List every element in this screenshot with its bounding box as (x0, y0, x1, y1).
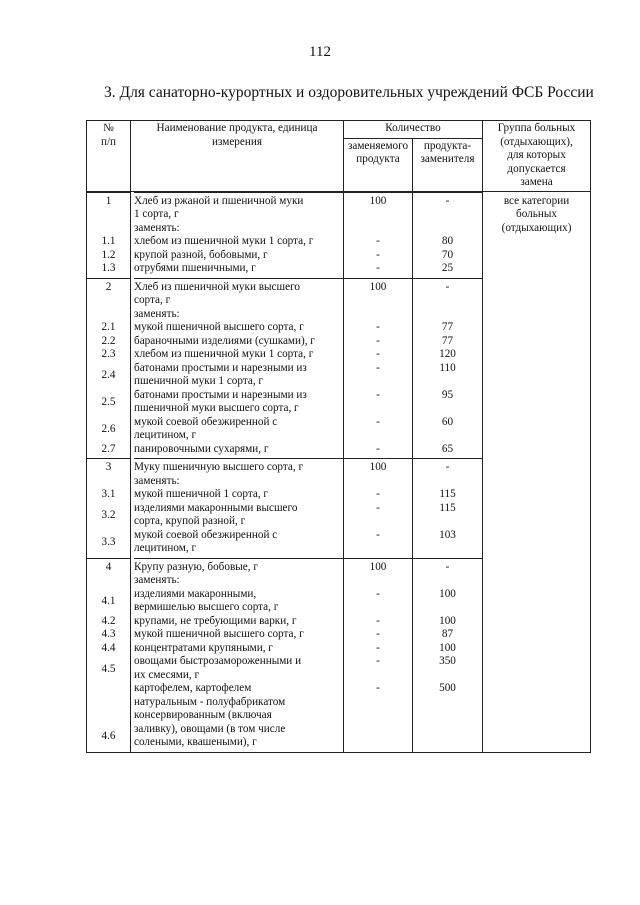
header-group-line: допускается (507, 162, 566, 175)
row-product-name (134, 529, 343, 556)
row-replaced-qty: - (376, 488, 380, 500)
row-number: 3.2 (101, 509, 116, 521)
row-product-name-line: заменять: (134, 307, 180, 320)
row-product-name-line: изделиями макаронными, (134, 587, 257, 600)
group-all-line: (отдыхающих) (501, 221, 572, 234)
row-number: 2.3 (101, 348, 116, 360)
row-product-name (134, 362, 343, 389)
row-product-name (134, 655, 343, 682)
row-substitute-qty: 100 (439, 587, 456, 600)
header-num (87, 121, 131, 192)
page-title: 3. Для санаторно-курортных и оздоровительных учреждений ФСБ России (104, 84, 594, 101)
header-replaced-line: продукта (356, 153, 400, 165)
group-num-block (87, 278, 130, 459)
row-replaced-qty: - (376, 262, 380, 274)
row-product-name-line: батонами простыми и нарезными из (134, 361, 307, 374)
row-number: 4.4 (101, 641, 116, 654)
row-product-name-line: Крупу разную, бобовые, г (134, 560, 258, 573)
group-name-block (134, 278, 343, 459)
row-number: 2.4 (101, 369, 116, 381)
row-substitute-qty: 77 (441, 321, 454, 333)
row-substitute-qty: - (445, 194, 450, 207)
row-substitute-qty: 65 (441, 442, 454, 455)
row-product-name-line: мукой соевой обезжиренной с (134, 415, 278, 428)
row-product-name-line: мукой пшеничной высшего сорта, г (134, 628, 304, 640)
row-replaced-qty: - (376, 587, 380, 600)
row-substitute-qty: 115 (439, 488, 456, 500)
row-product-name (134, 642, 343, 656)
group-substitute-block (413, 278, 482, 459)
group-all-line: больных (516, 208, 557, 220)
group-num-block (87, 558, 130, 752)
row-product-name-line: заменять: (134, 221, 180, 234)
row-number: 2 (105, 280, 112, 293)
row-product-name-line: солеными, квашеными), г (134, 736, 257, 748)
header-substitute-line: заменителя (420, 153, 475, 165)
group-replaced-block (344, 558, 412, 752)
row-product-name-line: крупами, не требующими варки, г (134, 614, 297, 627)
row-product-name (134, 281, 343, 322)
row-product-name-line: отрубями пшеничными, г (134, 262, 256, 274)
header-name-line: измерения (212, 135, 262, 148)
row-product-name-line: крупой разной, бобовыми, г (134, 248, 268, 261)
row-replaced-qty: - (376, 348, 380, 360)
replaced-column (344, 191, 413, 752)
header-name (131, 121, 344, 192)
row-product-name (134, 335, 343, 349)
group-num-block (87, 458, 130, 558)
header-num-line: № (103, 122, 114, 134)
row-number: 3.3 (101, 536, 116, 548)
row-replaced-qty: 100 (369, 194, 387, 207)
row-product-name-line: мукой пшеничной 1 сорта, г (134, 488, 269, 500)
header-group-line: замена (520, 176, 553, 188)
row-product-name (134, 249, 343, 263)
row-substitute-qty: 110 (439, 361, 456, 374)
name-column (131, 191, 344, 752)
row-substitute-qty: 115 (439, 501, 456, 514)
row-number: 1.2 (101, 248, 116, 261)
group-replaced-block (344, 192, 412, 278)
row-number: 4.1 (101, 595, 116, 607)
row-product-name (134, 235, 343, 249)
group-num-block (87, 192, 130, 278)
row-replaced-qty: - (376, 628, 380, 640)
row-replaced-qty: 100 (369, 280, 387, 293)
row-substitute-qty: 95 (441, 388, 454, 401)
row-product-name (134, 416, 343, 443)
row-product-name-line: натуральным - полуфабрикатом (134, 695, 286, 708)
row-replaced-qty: - (376, 528, 380, 541)
row-product-name-line: мукой пшеничной высшего сорта, г (134, 321, 304, 333)
table-header (87, 121, 591, 192)
row-replaced-qty: - (376, 361, 380, 374)
header-name-line: Наименование продукта, единица (156, 122, 318, 134)
row-product-name-line: бараночными изделиями (сушками), г (134, 334, 315, 347)
row-substitute-qty: 25 (441, 262, 454, 274)
row-substitute-qty: 100 (439, 614, 456, 627)
row-replaced-qty: 100 (369, 560, 387, 573)
row-product-name-line: овощами быстрозамороженными и (134, 655, 302, 667)
substitute-column (413, 191, 483, 752)
header-num-line: п/п (100, 135, 117, 148)
row-product-name-line: пшеничной муки 1 сорта, г (134, 375, 263, 387)
row-product-name-line: 1 сорта, г (134, 208, 179, 220)
row-replaced-qty: - (376, 248, 380, 261)
row-replaced-qty: - (376, 442, 380, 455)
row-product-name-line: изделиями макаронными высшего (134, 501, 298, 514)
header-substitute-line: продукта- (423, 139, 472, 152)
row-replaced-qty: - (376, 682, 380, 694)
row-number: 4.2 (101, 614, 116, 627)
row-product-name-line: пшеничной муки высшего сорта, г (134, 402, 299, 414)
row-substitute-qty: 77 (441, 334, 454, 347)
group-substitute-block (413, 558, 482, 752)
row-product-name (134, 628, 343, 642)
header-group (483, 121, 591, 192)
row-substitute-qty: - (445, 461, 450, 473)
row-product-name-line: заменять: (134, 474, 180, 487)
page-number: 112 (309, 44, 331, 60)
row-number: 2.5 (101, 396, 116, 408)
group-name-block (134, 192, 343, 278)
row-substitute-qty: 60 (441, 415, 454, 428)
table-body (87, 191, 591, 752)
group-name-block (134, 458, 343, 558)
row-number: 3.1 (101, 488, 116, 500)
row-substitute-qty: - (445, 280, 450, 293)
row-product-name-line: мукой соевой обезжиренной с (134, 528, 278, 541)
row-product-name (134, 321, 343, 335)
row-number: 4 (105, 560, 112, 573)
row-product-name-line: сорта, г (134, 294, 171, 306)
row-replaced-qty: - (376, 321, 380, 333)
row-number: 1 (105, 194, 112, 207)
row-product-name-line: лецитином, г (134, 429, 197, 441)
group-substitute-block (413, 458, 482, 558)
num-column (87, 191, 131, 752)
header-replaced-line: заменяемого (347, 139, 409, 152)
row-substitute-qty: 100 (439, 641, 456, 654)
row-product-name-line: концентратами крупяными, г (134, 641, 273, 654)
row-replaced-qty: - (376, 501, 380, 514)
row-product-name (134, 262, 343, 276)
row-substitute-qty: 87 (441, 628, 454, 640)
row-product-name-line: их смесями, г (134, 668, 200, 681)
row-number: 1.1 (101, 235, 116, 247)
row-product-name-line: хлебом из пшеничной муки 1 сорта, г (134, 235, 314, 247)
row-product-name-line: заливку), овощами (в том числе (134, 722, 286, 735)
header-substitute (413, 138, 483, 191)
row-number: 2.6 (101, 423, 116, 435)
header-group-line: Группа больных (497, 122, 576, 134)
group-replaced-block (344, 458, 412, 558)
group-replaced-block (344, 278, 412, 459)
header-replaced (344, 138, 413, 191)
row-substitute-qty: 80 (441, 235, 454, 247)
row-product-name (134, 615, 343, 629)
row-product-name (134, 443, 343, 457)
row-product-name-line: картофелем, картофелем (134, 682, 252, 694)
row-product-name (134, 195, 343, 236)
header-quantity-label: Количество (385, 122, 441, 134)
row-number: 4.5 (101, 662, 116, 675)
row-product-name (134, 682, 343, 750)
row-replaced-qty: - (376, 334, 380, 347)
row-number: 4.6 (101, 730, 116, 742)
row-product-name (134, 488, 343, 502)
row-replaced-qty: - (376, 655, 380, 667)
row-substitute-qty: 103 (439, 528, 456, 541)
header-group-line: (отдыхающих), (500, 135, 573, 148)
row-number: 2.7 (101, 442, 116, 455)
row-number: 1.3 (101, 262, 116, 274)
group-name-block (134, 558, 343, 752)
header-group-line: для которых (507, 149, 566, 161)
row-substitute-qty: 500 (439, 682, 456, 694)
row-product-name-line: Муку пшеничную высшего сорта, г (134, 461, 304, 473)
row-product-name (134, 561, 343, 588)
substitution-table (86, 120, 591, 753)
row-product-name (134, 588, 343, 615)
row-product-name-line: заменять: (134, 574, 180, 586)
group-column (483, 191, 591, 752)
row-product-name (134, 348, 343, 362)
row-substitute-qty: 120 (439, 348, 456, 360)
row-product-name-line: Хлеб из ржаной и пшеничной муки (134, 194, 304, 207)
row-replaced-qty: - (376, 415, 380, 428)
row-product-name-line: батонами простыми и нарезными из (134, 388, 307, 401)
row-number: 4.3 (101, 628, 116, 640)
row-replaced-qty: - (376, 235, 380, 247)
row-replaced-qty: - (376, 388, 380, 401)
row-substitute-qty: 70 (441, 248, 454, 261)
row-substitute-qty: 350 (439, 655, 456, 667)
row-number: 3 (105, 461, 112, 473)
row-product-name-line: панировочными сухарями, г (134, 442, 269, 455)
row-replaced-qty: - (376, 614, 380, 627)
row-product-name-line: сорта, крупой разной, г (134, 515, 246, 527)
row-product-name (134, 461, 343, 488)
row-product-name-line: консервированным (включая (134, 709, 272, 721)
row-product-name-line: хлебом из пшеничной муки 1 сорта, г (134, 348, 314, 360)
row-replaced-qty: - (376, 641, 380, 654)
row-number: 2.2 (101, 334, 116, 347)
row-replaced-qty: 100 (369, 461, 387, 473)
group-all-line: все категории (503, 194, 570, 207)
row-product-name (134, 502, 343, 529)
row-number: 2.1 (101, 321, 116, 333)
row-product-name-line: лецитином, г (134, 542, 197, 554)
row-product-name (134, 389, 343, 416)
header-quantity (344, 121, 483, 139)
row-substitute-qty: - (445, 560, 450, 573)
row-product-name-line: вермишелью высшего сорта, г (134, 601, 279, 613)
row-product-name-line: Хлеб из пшеничной муки высшего (134, 280, 300, 293)
group-substitute-block (413, 192, 482, 278)
